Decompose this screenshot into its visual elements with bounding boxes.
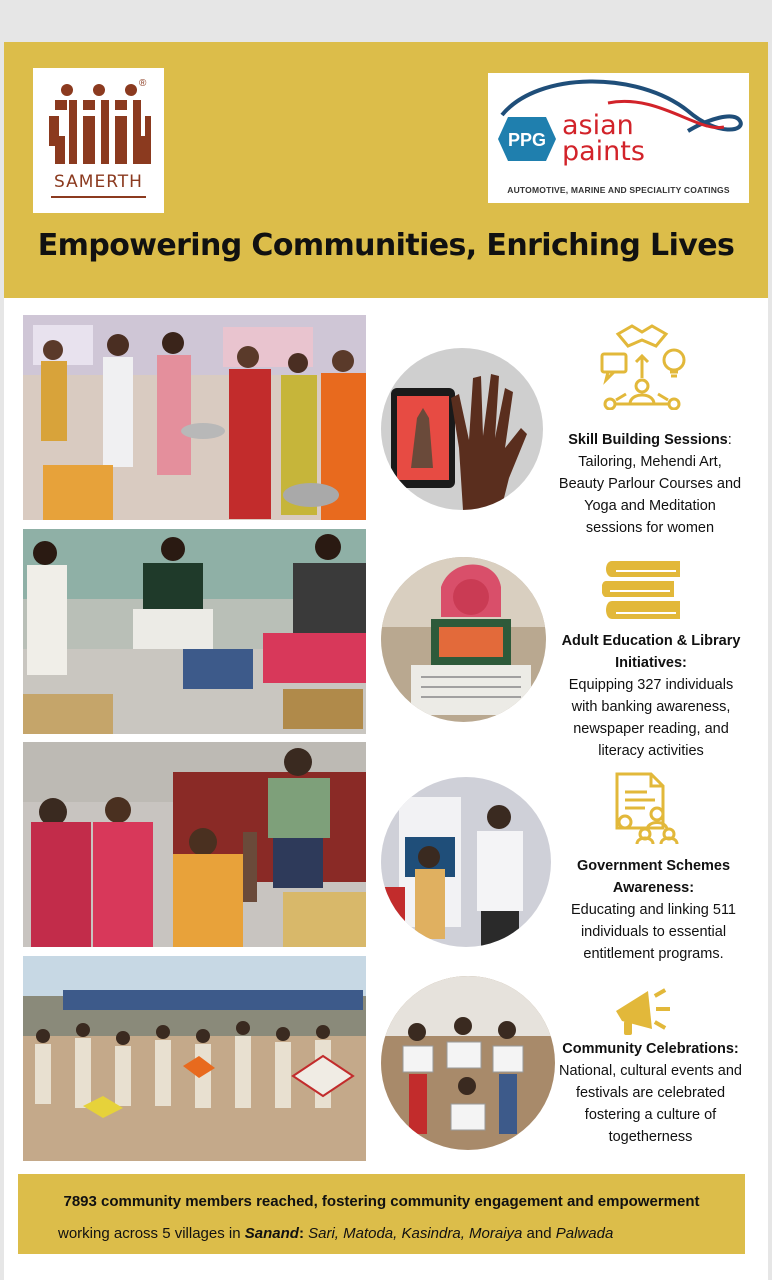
section-title: Government Schemes [576,858,731,874]
reach-summary: 7893 community members reached, fostering community engagement and empowerment [63,1193,700,1210]
books-stack-icon [602,559,684,623]
photo-skill-building [23,315,366,520]
kite-festival-photo-image [23,956,366,1161]
circle-photo-children [381,976,555,1150]
section-community-celebrations [549,1038,752,1148]
header-band [4,42,768,298]
last-village: Palwada [555,1225,614,1242]
asian-paints-wordmark [562,110,645,167]
circle-photo-newspaper [381,557,546,722]
ppg-asian-paints-logo [488,73,749,203]
circle-photo-awareness [381,777,551,947]
page-title: Empowering Communities, Enriching Lives [37,228,735,263]
document-people-icon [607,770,683,846]
body-line: sessions for women [585,520,715,536]
paints-word: paints [562,136,645,167]
section-title: Skill Building Sessions [568,432,728,448]
awareness-session-image [381,777,551,947]
children-drawings-image [381,976,555,1150]
section-adult-education [550,630,752,762]
section-skill-building [548,429,752,539]
villages-prefix: working across 5 villages in [58,1225,245,1242]
body-line: newspaper reading, and [573,721,729,737]
partner-tagline: AUTOMOTIVE, MARINE AND SPECIALITY COATINGS [507,185,730,195]
poster [4,42,768,1280]
mehendi-hand-image [381,348,543,510]
section-title: Initiatives: [615,655,687,671]
section-title: Awareness: [612,880,695,896]
circle-photo-mehendi [381,348,543,510]
body-line: Beauty Parlour Courses and [558,476,742,492]
body-line: with banking awareness, [571,699,731,715]
group-photo-image [23,315,366,520]
tailoring-photo-image [23,529,366,734]
body-line: Equipping 327 individuals [568,677,734,693]
and-word: and [522,1225,556,1242]
body-line: National, cultural events and [559,1063,742,1079]
body-line: Yoga and Meditation [584,498,716,514]
body-line: Educating and linking 511 [571,902,736,918]
ppg-label: PPG [507,130,547,150]
section-title: Adult Education & Library [561,633,741,649]
samerth-wordmark: SAMERTH [54,172,143,192]
villages-line [58,1225,613,1242]
meeting-photo-image [23,742,366,947]
section-government-schemes [555,855,752,965]
section-title: Community Celebrations: [562,1041,739,1057]
photo-government-schemes [23,742,366,947]
samerth-logo [33,68,164,213]
place-name: Sanand [244,1225,299,1242]
ppg-hexagon-icon [498,117,556,161]
body-line: individuals to essential [580,924,727,940]
village-list: Sari, Matoda, Kasindra, Moraiya [308,1225,523,1242]
samerth-underline [51,196,146,198]
asian-word: asian [562,110,634,141]
newspaper-reader-image [381,557,546,722]
body-line: Tailoring, Mehendi Art, [578,454,722,470]
photo-community-celebrations [23,956,366,1161]
body-line: festivals are celebrated [575,1085,726,1101]
photo-adult-education [23,529,366,734]
colon: : [298,1225,309,1242]
title-colon: : [727,432,732,448]
samerth-emblem-icon [45,84,153,166]
body-line: literacy activities [598,743,704,759]
footer-banner [18,1174,745,1254]
body-line: entitlement programs. [583,946,724,962]
registered-mark: ® [139,78,147,89]
body-line: togetherness [608,1129,693,1145]
handshake-growth-icon [596,320,688,410]
megaphone-icon [612,981,672,1037]
body-line: fostering a culture of [584,1107,717,1123]
